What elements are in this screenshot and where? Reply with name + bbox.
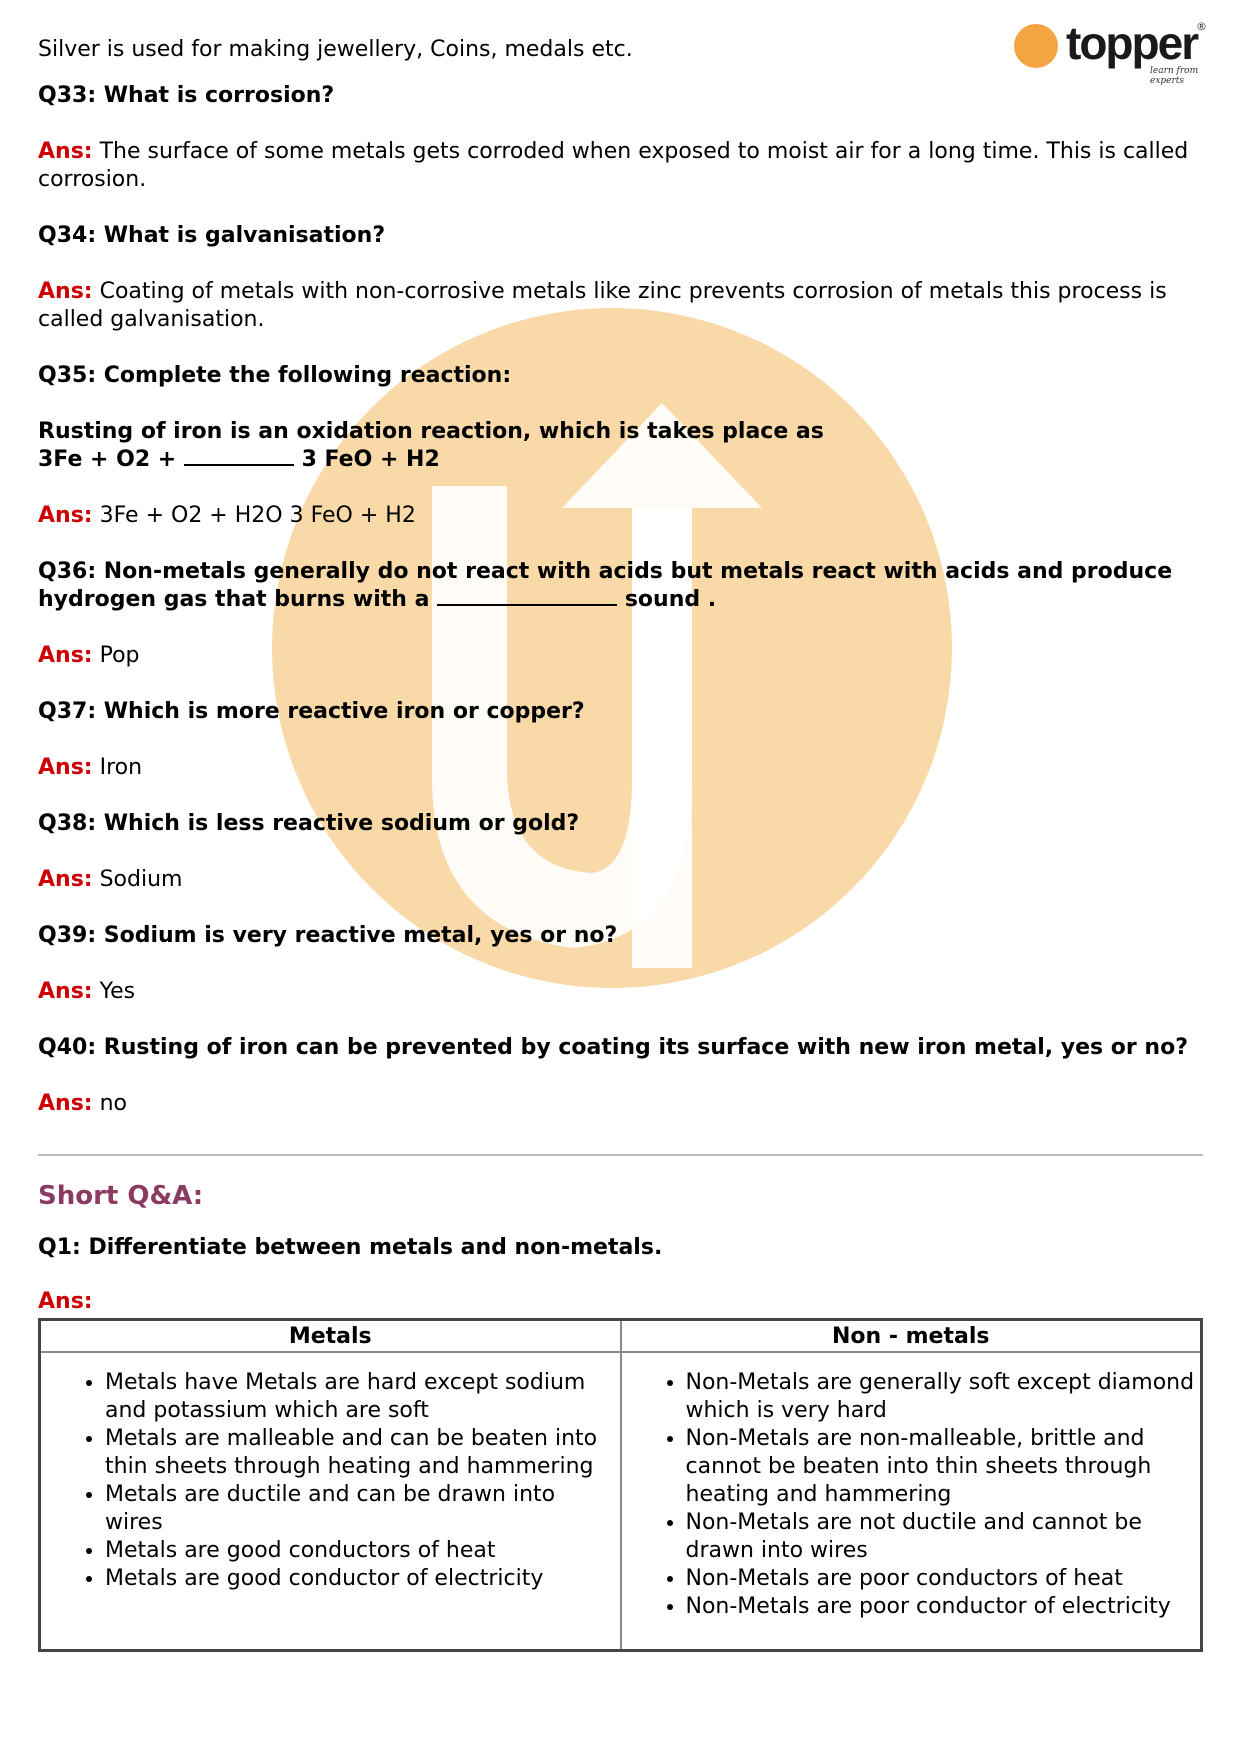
- list-item: • Metals are good conductors of heat: [105, 1537, 620, 1565]
- answer-38-text: Sodium: [99, 867, 183, 892]
- list-item: • Metals are malleable and can be beaten into thin sheets through heating and hammering: [105, 1425, 620, 1481]
- q35-equation: [38, 446, 1203, 474]
- list-item: • Non-Metals are generally soft except diamond which is very hard: [686, 1369, 1201, 1425]
- q35-blank: [184, 446, 294, 466]
- list-item: • Metals are ductile and can be drawn into wires: [105, 1481, 620, 1537]
- short-q1-answer-label: Ans:: [38, 1289, 93, 1314]
- q35-eq-left: 3Fe + O2 +: [38, 447, 177, 472]
- table-header-non-metals: Non - metals: [621, 1320, 1202, 1353]
- non-metals-list: [622, 1369, 1201, 1621]
- answer-label: Ans:: [38, 755, 93, 780]
- answer-label: Ans:: [38, 503, 93, 528]
- answer-39-text: Yes: [99, 979, 136, 1004]
- answer-label: Ans:: [38, 643, 93, 668]
- q36-right: sound .: [624, 587, 717, 612]
- logo-brand-text: topper: [1066, 17, 1198, 69]
- short-q1: Q1: Differentiate between metals and non-metals.: [38, 1235, 663, 1260]
- answer-label: Ans:: [38, 1091, 93, 1116]
- question-39: Q39: Sodium is very reactive metal, yes or no?: [38, 923, 618, 948]
- non-metals-cell: [621, 1352, 1202, 1651]
- q35-statement: Rusting of iron is an oxidation reaction, which is takes place as: [38, 419, 824, 444]
- answer-34-text: Coating of metals with non-corrosive metals like zinc prevents corrosion of metals this process is called galvanisation.: [38, 279, 1167, 332]
- answer-36-text: Pop: [99, 643, 140, 668]
- answer-34: [38, 278, 1203, 334]
- logo-registered-mark: ®: [1196, 20, 1207, 33]
- answer-37-text: Iron: [99, 755, 143, 780]
- question-35: Q35: Complete the following reaction:: [38, 363, 512, 388]
- short-qa-title: Short Q&A:: [38, 1181, 204, 1211]
- answer-33-text: The surface of some metals gets corroded when exposed to moist air for a long time. This is called corrosion.: [38, 139, 1189, 192]
- answer-37: [38, 754, 1203, 782]
- question-34: Q34: What is galvanisation?: [38, 223, 386, 248]
- metals-list: [41, 1369, 620, 1593]
- answer-label: Ans:: [38, 139, 93, 164]
- logo-u-icon: [1014, 24, 1058, 68]
- answer-35: [38, 502, 1203, 530]
- answer-33: [38, 138, 1203, 194]
- metals-comparison-table: [38, 1318, 1203, 1652]
- question-37: Q37: Which is more reactive iron or copper?: [38, 699, 585, 724]
- list-item: • Non-Metals are poor conductors of heat: [686, 1565, 1201, 1593]
- page-content: [38, 36, 1203, 1652]
- question-36-line1: Q36: Non-metals generally do not react with acids but metals react with acids and produce: [38, 559, 1173, 584]
- answer-35-text: 3Fe + O2 + H2O 3 FeO + H2: [99, 503, 416, 528]
- question-40: Q40: Rusting of iron can be prevented by coating its surface with new iron metal, yes or no?: [38, 1035, 1188, 1060]
- answer-38: [38, 866, 1203, 894]
- q35-eq-right: 3 FeO + H2: [301, 447, 440, 472]
- answer-40: [38, 1090, 1203, 1118]
- answer-36: [38, 642, 1203, 670]
- list-item: • Non-Metals are poor conductor of electricity: [686, 1593, 1201, 1621]
- question-38: Q38: Which is less reactive sodium or gold?: [38, 811, 580, 836]
- q36-left: hydrogen gas that burns with a: [38, 587, 430, 612]
- logo-tagline: learn from experts: [1150, 66, 1199, 86]
- section-divider: [38, 1154, 1203, 1156]
- answer-label: Ans:: [38, 279, 93, 304]
- metals-cell: [40, 1352, 621, 1651]
- question-33: Q33: What is corrosion?: [38, 83, 335, 108]
- list-item: • Non-Metals are non-malleable, brittle and cannot be beaten into thin sheets through heating and hammering: [686, 1425, 1201, 1509]
- answer-39: [38, 978, 1203, 1006]
- q36-blank: [437, 586, 617, 606]
- table-header-metals: Metals: [40, 1320, 621, 1353]
- intro-line: Silver is used for making jewellery, Coins, medals etc.: [38, 37, 633, 62]
- list-item: • Metals have Metals are hard except sodium and potassium which are soft: [105, 1369, 620, 1425]
- answer-label: Ans:: [38, 979, 93, 1004]
- answer-label: Ans:: [38, 867, 93, 892]
- answer-40-text: no: [99, 1091, 127, 1116]
- list-item: • Non-Metals are not ductile and cannot be drawn into wires: [686, 1509, 1201, 1565]
- list-item: • Metals are good conductor of electricity: [105, 1565, 620, 1593]
- question-36-line2: [38, 586, 1203, 614]
- topper-logo: [1010, 17, 1210, 86]
